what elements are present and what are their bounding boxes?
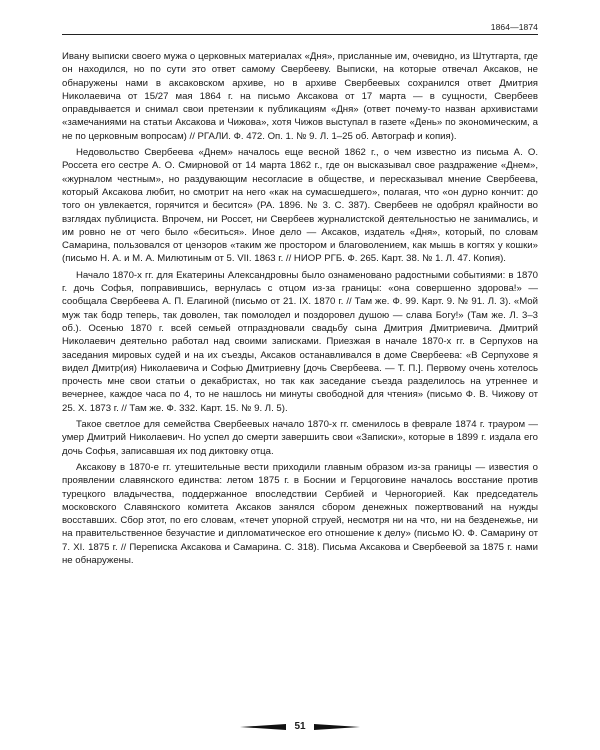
body-text: [62, 50, 538, 570]
paragraph: Начало 1870-х гг. для Екатерины Александровны было ознаменовано радостными событиями: в 1870 г. дочь Софья, поправившись, вернулась с отцом из-за границы: «она совершенно здорова!» — сообщала Свербеева А. П. Елагиной (письмо от 21. IX. 1870 г. // Там же. Ф. 99. Карт. 9. № 91. Л. 3). «Мой муж так бодр теперь, так доволен, так помолодел и поздоровел душою — слава Богу!» (Там же. Л. 3–3 об.). Осенью 1870 г. всей семьей отпраздновали свадьбу сына Дмитрия Дмитриевича. Дмитрий Николаевич деятельно работал над своими записками. Приезжая в начале 1870-х гг. в Серпухов на заседания мировых судей и на их съезды, Аксаков останавливался в доме Свербеева: «В Серпухове я видел Дмитр(ия) Николаевича и Софью Дмитриевну [дочь Свербеева. — Т. П.]. Первому очень хотелось прочесть мне свои статьи о декабристах, но так как заседание съезда разделилось на утреннее и вечернее, каждое часа по 4, то не нашлось ни минуты свободной для чтения» (письмо Ф. В. Чижову от 25. X. 1873 г. // Там же. Ф. 332. Карт. 15. № 9. Л. 5).: [62, 269, 538, 414]
page-footer: [0, 721, 600, 732]
paragraph: Аксакову в 1870-е гг. утешительные вести приходили главным образом из-за границы — известия о проявлении славянского единства: летом 1875 г. в Боснии и Герцоговине началось восстание против турецкого владычества, поддержанное впоследствии Сербией и Черногорией. Как председатель московского Славянского комитета Аксаков занялся сбором денежных пожертвований на нужды восставших. Сбор этот, по его словам, «течет упорной струей, несмотря ни на что, ни на безденежье, ни на правительственное безучастие и дипломатическое его отношение к делу» (письмо Ю. Ф. Самарину от 7. XI. 1875 г. // Переписка Аксакова и Самарина. С. 318). Письма Аксакова и Свербеевой за 1875 г. нами не обнаружены.: [62, 461, 538, 566]
page-number: 51: [294, 721, 306, 732]
footer-ornament-left: [240, 722, 286, 732]
paragraph: Такое светлое для семейства Свербеевых начало 1870-х гг. сменилось в феврале 1874 г. трауром — умер Дмитрий Николаевич. Но успел до смерти завершить свои «Записки», которые в 1899 г. издала его дочь Софья, записавшая их под диктовку отца.: [62, 419, 538, 457]
running-head: [62, 18, 538, 35]
running-head-years: 1864—1874: [490, 22, 538, 32]
paragraph: Ивану выписки своего мужа о церковных материалах «Дня», присланные им, очевидно, из Штутгарта, где он находился, но по сути это ответ самому Свербееву. Выписки, на которые отвечал Аксаков, не обнаружены нами в аксаковском архиве, но в архиве Свербеевых сохранился ответ Дмитрия Николаевича от 15/27 мая 1864 г. на письмо Аксакова от 17 марта — в сущности, Свербеев оправдывается и снимал свои претензии к публикациям «Дня» (ответ почему-то назван архивистами «замечаниями на статьи Аксакова и Чижова», хотя Чижов выступал в газете «День» по экономическим, а не по церковным вопросам) // РГАЛИ. Ф. 472. Оп. 1. № 9. Л. 1–25 об. Автограф и копия).: [62, 51, 538, 142]
footer-ornament-right: [314, 722, 360, 732]
paragraph: Недовольство Свербеева «Днем» началось еще весной 1862 г., о чем известно из письма А. О. Россета его сестре А. О. Смирновой от 14 марта 1862 г., где он высказывал свое раздражение «Днем», «журналом честным», но раздувающим несогласие в обществе, и пересказывал мнение Свербеева, который Аксакова любит, но смотрит на него «как на сумасшедшего», полагая, что «он дурно кончит: до того он увлекается, горячится и бесится» (РА. 1896. № 3. С. 387). Свербеев не одобрял крайности во взглядах публициста. Впрочем, ни Россет, ни Свербеев журналистской деятельностью не занимались, и им ровно не от чего было «беситься». Иное дело — Аксаков, издатель «Дня», который, по словам Самарина, пользовался от цензоров «таким же простором и благоволением, как мышь в когтях у кошки» (письмо Н. А. и М. А. Милютиным от 5. VII. 1863 г. // НИОР РГБ. Ф. 265. Карт. 38. № 1. Л. 47. Копия).: [62, 147, 538, 265]
